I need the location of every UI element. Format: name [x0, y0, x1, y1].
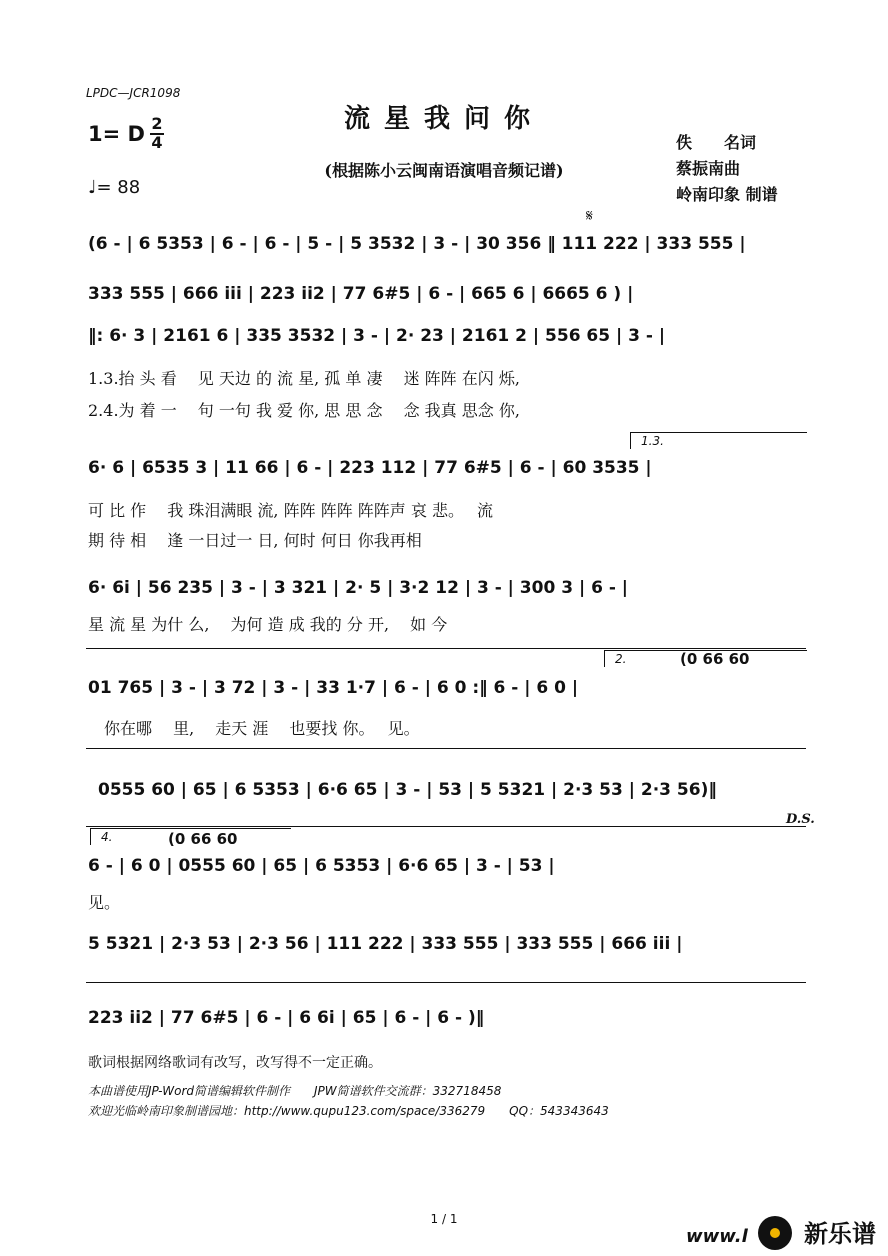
segno-mark: 𝄋 — [586, 206, 593, 225]
volta-label-3: 4. — [101, 830, 113, 844]
notation-line-8: 6 - | 6 0 | 0555 60 | 65 | 6 5353 | 6·6 65 | 3 - | 53 | — [88, 856, 555, 876]
score-code: LPDC—JCR1098 — [86, 86, 181, 100]
lyrics-line-8: 见。 — [88, 893, 121, 912]
staff-rule-3 — [86, 826, 806, 827]
footer-software: 本曲谱使用JP-Word简谱编辑软件制作 JPW简谱软件交流群：332718458 — [88, 1084, 502, 1098]
composer-credit: 蔡振南曲 — [676, 159, 741, 178]
notation-line-9: 5 5321 | 2·3 53 | 2·3 56 | 111 222 | 333 555 | 333 555 | 666 iii | — [88, 934, 683, 954]
footer-website: 欢迎光临岭南印象制谱园地：http://www.qupu123.com/space/336279 QQ：543343643 — [88, 1104, 609, 1118]
notation-line-6: 01 765 | 3 - | 3 72 | 3 - | 33 1·7 | 6 - | 6 0 :‖ 6 - | 6 0 | — [88, 678, 579, 698]
upper-voice-1: (0 66 60 — [680, 650, 750, 668]
notation-line-4: 6· 6 | 6535 3 | 11 66 | 6 - | 223 112 | 77 6#5 | 6 - | 60 3535 | — [88, 458, 652, 478]
lyrics-line-5: 星 流 星 为什 么, 为何 造 成 我的 分 开, 如 今 — [88, 615, 448, 634]
time-signature — [150, 116, 164, 151]
lyrics-line-3b: 2.4.为 着 一 句 一句 我 爱 你, 思 思 念 念 我真 思念 你, — [88, 401, 520, 420]
dal-segno-mark: D.S. — [786, 812, 815, 827]
time-denominator: 4 — [151, 133, 163, 152]
watermark-url: www.l — [686, 1226, 748, 1247]
volta-label-1: 1.3. — [641, 434, 664, 448]
record-icon — [758, 1216, 792, 1250]
notation-line-7: 0555 60 | 65 | 6 5353 | 6·6 65 | 3 - | 53 | 5 5321 | 2·3 53 | 2·3 56)‖ — [98, 780, 717, 800]
lyrics-line-4b: 期 待 相 逢 一日过一 日, 何时 何日 你我再相 — [88, 531, 422, 550]
arranger-credit: 岭南印象 制谱 — [676, 185, 778, 204]
notation-line-2: 333 555 | 666 iii | 223 ii2 | 77 6#5 | 6 - | 665 6 | 6665 6 ) | — [88, 284, 634, 304]
lyrics-note: 歌词根据网络歌词有改写，改写得不一定正确。 — [88, 1055, 382, 1071]
time-numerator: 2 — [151, 114, 163, 133]
lyrics-line-4a: 可 比 作 我 珠泪满眼 流, 阵阵 阵阵 阵阵声 哀 悲。 流 — [88, 501, 494, 520]
watermark-brand: 新乐谱 — [804, 1220, 876, 1248]
notation-line-3: ‖: 6· 3 | 2161 6 | 335 3532 | 3 - | 2· 23 | 2161 2 | 556 65 | 3 - | — [88, 326, 666, 346]
subtitle: (根据陈小云闽南语演唱音频记谱) — [324, 161, 564, 180]
tempo-marking: ♩= 88 — [88, 177, 141, 198]
key-signature: 1= D — [88, 122, 145, 146]
notation-line-5: 6· 6i | 56 235 | 3 - | 3 321 | 2· 5 | 3·2 12 | 3 - | 300 3 | 6 - | — [88, 578, 629, 598]
staff-rule-4 — [86, 982, 806, 983]
notation-line-1: (6 - | 6 5353 | 6 - | 6 - | 5 - | 5 3532 | 3 - | 30 356 ‖ 111 222 | 333 555 | — [88, 234, 746, 254]
lyricist-credit: 佚 名词 — [676, 133, 757, 152]
song-title: 流星我问你 — [343, 104, 544, 134]
staff-rule-2 — [86, 748, 806, 749]
lyrics-line-6: 你在哪 里, 走天 涯 也要找 你。 见。 — [104, 719, 420, 738]
volta-label-2: 2. — [615, 652, 627, 666]
volta-bracket-1 — [630, 432, 807, 449]
lyrics-line-3a: 1.3.抬 头 看 见 天边 的 流 星, 孤 单 凄 迷 阵阵 在闪 烁, — [88, 369, 520, 388]
upper-voice-2: (0 66 60 — [168, 830, 238, 848]
notation-line-10: 223 ii2 | 77 6#5 | 6 - | 6 6i | 65 | 6 - | 6 - )‖ — [88, 1008, 485, 1028]
staff-rule-1 — [86, 648, 806, 649]
page-number: 1 / 1 — [430, 1212, 458, 1226]
